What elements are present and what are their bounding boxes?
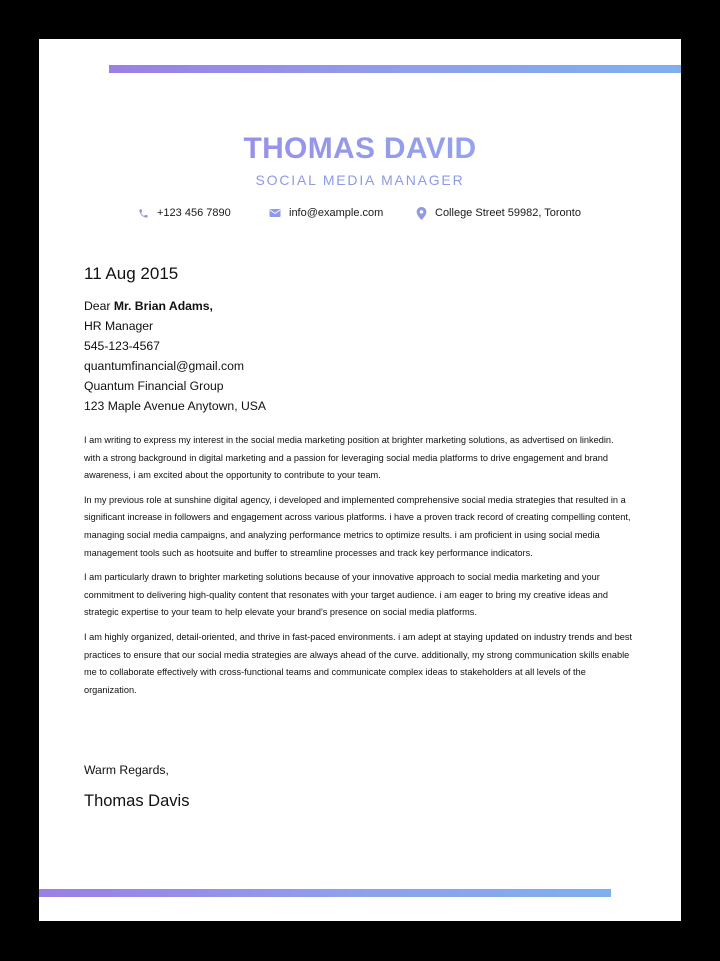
signature: Thomas Davis	[84, 792, 190, 810]
salutation	[84, 296, 266, 316]
location-pin-icon	[416, 207, 427, 220]
sender-role: SOCIAL MEDIA MANAGER	[255, 172, 465, 188]
letter-body	[84, 432, 632, 706]
recipient-company: Quantum Financial Group	[84, 379, 224, 393]
body-paragraph: In my previous role at sunshine digital agency, i developed and implemented comprehensive social media strategies that resulted in a significant increase in followers and engagement across various platforms. i have a proven track record of creating compelling content, managing social media campaigns, and analyzing performance metrics to optimize results. i am proficient in using social media management tools such as hootsuite and buffer to streamline processes and track key performance indicators.	[84, 494, 631, 558]
recipient-address: 123 Maple Avenue Anytown, USA	[84, 399, 267, 413]
recipient-name: Mr. Brian Adams,	[113, 299, 213, 313]
closing: Warm Regards,	[84, 763, 169, 777]
body-paragraph: I am writing to express my interest in the social media marketing position at brighter marketing solutions, as advertised on linkedin. with a strong background in digital marketing and a passion for leveraging social media platforms to drive engagement and brand awareness, i am excited about the opportunity to contribute to your team.	[84, 435, 614, 481]
contact-phone	[138, 204, 231, 222]
body-paragraph: I am highly organized, detail-oriented, and thrive in fast-paced environments. i am adept at staying updated on industry trends and best practices to ensure that our social media strategies are always ahead of the curve. additionally, my strong communication skills enable me to collaborate effectively with cross-functional teams and communicate complex ideas to stakeholders at all levels of the organization.	[84, 631, 633, 695]
contact-email	[269, 204, 383, 222]
body-paragraph: I am particularly drawn to brighter marketing solutions because of your innovative approach to social media marketing and your commitment to delivering high-quality content that resonates with your target audience. i am eager to bring my creative ideas and strategic expertise to your team to help elevate your brand's presence on social media platforms.	[84, 572, 608, 618]
recipient-block	[84, 296, 266, 416]
email-text: info@example.com	[289, 207, 384, 219]
phone-icon	[138, 208, 149, 219]
contact-address	[416, 204, 581, 222]
address-text: College Street 59982, Toronto	[435, 207, 581, 219]
recipient-phone: 545-123-4567	[84, 339, 160, 353]
salutation-prefix: Dear	[84, 299, 111, 313]
top-accent-bar	[109, 65, 681, 73]
bottom-accent-bar	[39, 889, 611, 897]
sender-name: THOMAS DAVID	[39, 127, 681, 171]
letter-page	[39, 39, 681, 921]
recipient-email: quantumfinancial@gmail.com	[84, 359, 245, 373]
phone-text: +123 456 7890	[157, 207, 231, 219]
envelope-icon	[269, 208, 281, 218]
letter-date: 11 Aug 2015	[84, 264, 179, 283]
recipient-title: HR Manager	[84, 319, 154, 333]
